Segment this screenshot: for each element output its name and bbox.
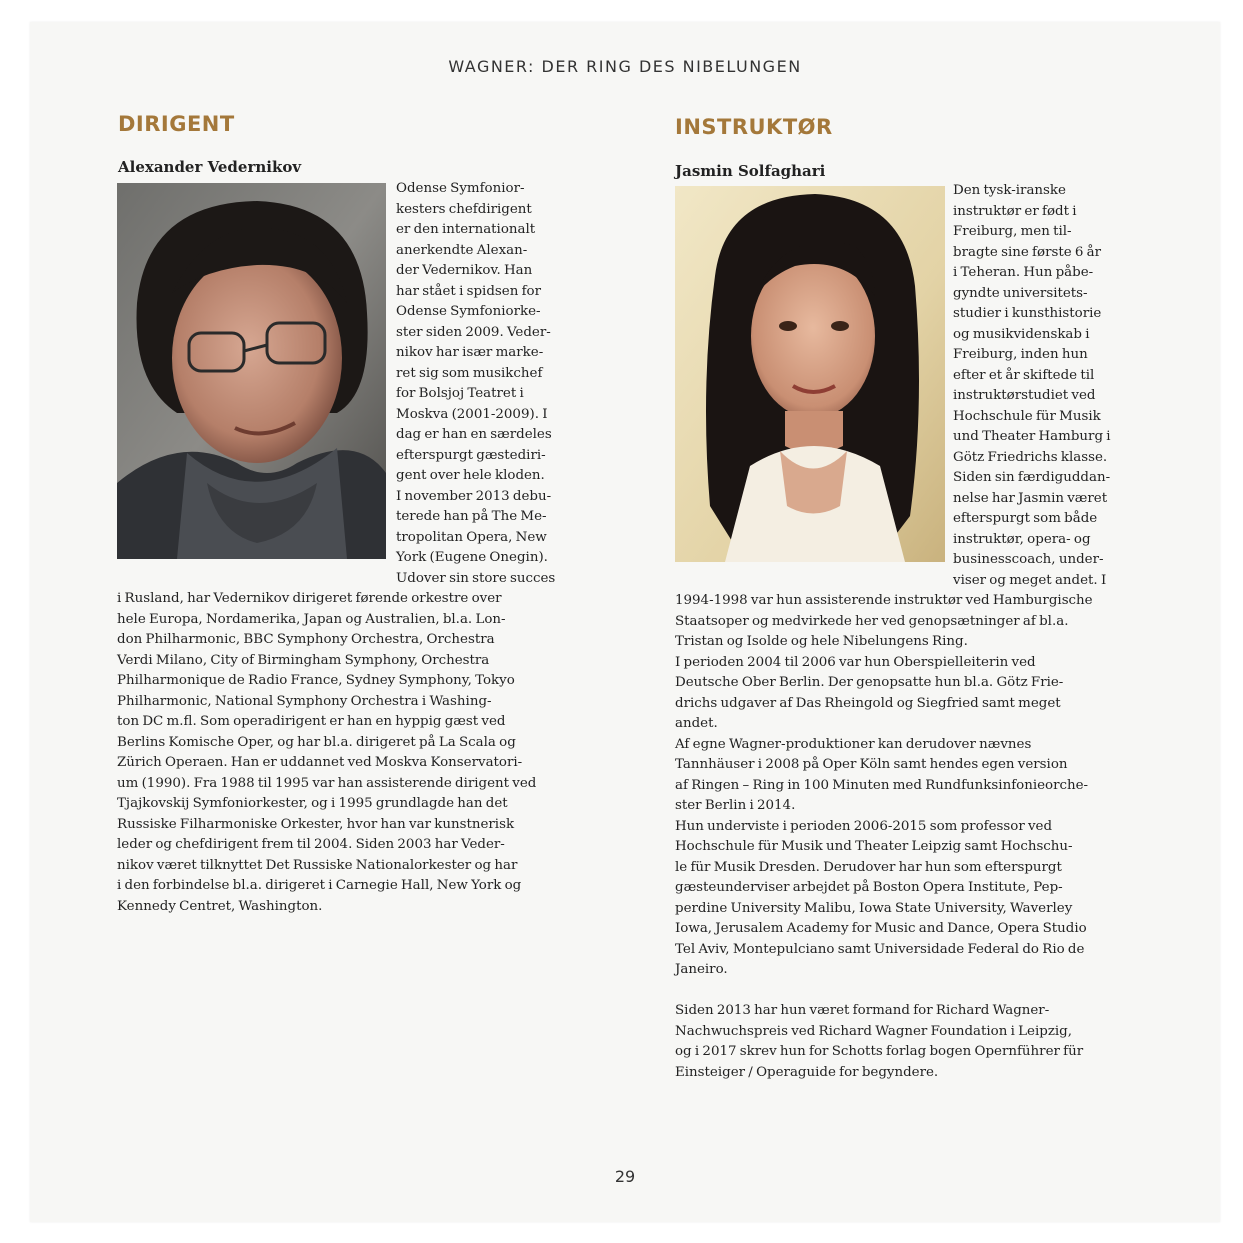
director-name: Jasmin Solfaghari (675, 162, 826, 180)
text-line: nikov har især marke- (396, 345, 544, 360)
text-line: drichs udgaver af Das Rheingold og Siegfried samt meget (675, 695, 1061, 711)
section-heading-dirigent: DIRIGENT (118, 112, 235, 136)
text-line: Berlins Komische Oper, og har bl.a. dirigeret på La Scala og (117, 734, 516, 750)
text-line: um (1990). Fra 1988 til 1995 var han assisterende dirigent ved (117, 775, 537, 791)
text-line: Odense Symfoniorke- (396, 304, 541, 319)
text-line: Kennedy Centret, Washington. (117, 898, 323, 914)
text-line: gent over hele kloden. (396, 468, 545, 483)
text-line: Hochschule für Musik und Theater Leipzig samt Hochschu- (675, 839, 1073, 854)
text-line: York (Eugene Onegin). (396, 550, 548, 565)
text-line: efterspurgt som både (953, 511, 1098, 526)
text-line: Nachwuchspreis ved Richard Wagner Foundation i Leipzig, (675, 1023, 1072, 1039)
text-line: efter et år skiftede til (953, 367, 1095, 383)
running-head: WAGNER: DER RING DES NIBELUNGEN (448, 57, 802, 76)
text-line: 1994-1998 var hun assisterende instruktør ved Hamburgische (675, 593, 1093, 608)
conductor-bio-body (117, 589, 536, 917)
director-bio-body (675, 591, 1093, 1083)
text-line: ster siden 2009. Veder- (396, 324, 551, 340)
text-line: Siden 2013 har hun været formand for Richard Wagner- (675, 1003, 1050, 1018)
text-line: ret sig som musikchef (396, 365, 543, 381)
text-line: Den tysk-iranske (953, 183, 1066, 198)
text-line: anerkendte Alexan- (396, 242, 528, 258)
text-line: Tjajkovskij Symfoniorkester, og i 1995 grundlagde han det (117, 796, 508, 811)
page-number: 29 (614, 1167, 636, 1186)
text-line: Moskva (2001-2009). I (396, 406, 548, 422)
text-line: og musikvidenskab i (953, 326, 1090, 342)
text-line: kesters chefdirigent (396, 201, 532, 217)
text-line: instruktør er født i (953, 203, 1077, 219)
text-line: er den internationalt (396, 222, 536, 237)
director-portrait (675, 186, 945, 562)
director-bio-intro (953, 181, 1111, 591)
text-line: Siden sin færdiguddan- (953, 470, 1111, 485)
text-line: der Vedernikov. Han (396, 263, 533, 278)
conductor-portrait (117, 183, 386, 559)
text-line: hele Europa, Nordamerika, Japan og Australien, bl.a. Lon- (117, 611, 506, 627)
text-line: Staatsoper og medvirkede her ved genopsætninger af bl.a. (675, 613, 1069, 629)
text-line: Tannhäuser i 2008 på Oper Köln samt hendes egen version (675, 757, 1068, 772)
text-line: Götz Friedrichs klasse. (953, 449, 1108, 465)
text-line: Tel Aviv, Montepulciano samt Universidade Federal do Rio de (675, 941, 1085, 957)
booklet-page (30, 22, 1220, 1222)
text-line: don Philharmonic, BBC Symphony Orchestra, Orchestra (117, 632, 495, 647)
text-line: af Ringen – Ring in 100 Minuten med Rundfunksinfonieorche- (675, 777, 1089, 793)
text-line: Af egne Wagner-produktioner kan derudover nævnes (675, 736, 1032, 752)
text-line: dag er han en særdeles (396, 427, 552, 442)
conductor-portrait-icon (117, 183, 386, 559)
text-line: nikov været tilknyttet Det Russiske Nationalorkester og har (117, 857, 518, 873)
text-line: Freiburg, inden hun (953, 347, 1088, 362)
text-line: Tristan og Isolde og hele Nibelungens Ring. (675, 634, 968, 649)
text-line: Hun underviste i perioden 2006-2015 som professor ved (675, 818, 1053, 834)
text-line: le für Musik Dresden. Derudover har hun som efterspurgt (675, 859, 1062, 875)
text-line: for Bolsjoj Teatret i (396, 386, 524, 401)
text-line: studier i kunsthistorie (953, 306, 1102, 321)
director-portrait-icon (675, 186, 945, 562)
text-line: andet. (675, 716, 718, 731)
text-line: instruktørstudiet ved (953, 388, 1096, 403)
text-line: tropolitan Opera, New (396, 529, 547, 545)
text-line: i Teheran. Hun påbe- (953, 265, 1094, 280)
text-line: Deutsche Ober Berlin. Der genopsatte hun bl.a. Götz Frie- (675, 675, 1064, 690)
section-heading-instruktor: INSTRUKTØR (675, 115, 833, 139)
text-line: Philharmonique de Radio France, Sydney Symphony, Tokyo (117, 673, 515, 688)
text-line: Udover sin store succes (396, 570, 556, 586)
text-line: I perioden 2004 til 2006 var hun Oberspielleiterin ved (675, 654, 1036, 670)
text-line: instruktør, opera- og (953, 531, 1091, 547)
text-line: Einsteiger / Operaguide for begyndere. (675, 1064, 939, 1080)
text-line: i den forbindelse bl.a. dirigeret i Carnegie Hall, New York og (117, 878, 522, 893)
text-line: perdine University Malibu, Iowa State University, Waverley (675, 900, 1073, 916)
conductor-name: Alexander Vedernikov (118, 158, 302, 176)
text-line: Janeiro. (675, 962, 728, 977)
text-line: Verdi Milano, City of Birmingham Symphony, Orchestra (117, 652, 490, 668)
text-line: har stået i spidsen for (396, 283, 541, 299)
text-line: Zürich Operaen. Han er uddannet ved Moskva Konservatori- (117, 755, 523, 770)
text-line: Freiburg, men til- (953, 224, 1072, 239)
text-line: Iowa, Jerusalem Academy for Music and Dance, Opera Studio (675, 921, 1087, 936)
text-line: Philharmonic, National Symphony Orchestra i Washing- (117, 693, 492, 709)
text-line: leder og chefdirigent frem til 2004. Siden 2003 har Veder- (117, 837, 505, 852)
text-line: efterspurgt gæstediri- (396, 447, 546, 463)
text-line: Odense Symfonior- (396, 181, 525, 196)
paragraph-gap (675, 981, 1093, 1002)
text-line: og i 2017 skrev hun for Schotts forlag bogen Opernführer für (675, 1044, 1084, 1059)
text-line: businesscoach, under- (953, 552, 1104, 567)
text-line: und Theater Hamburg i (953, 429, 1111, 444)
text-line: viser og meget andet. I (953, 572, 1107, 588)
text-line: gyndte universitets- (953, 285, 1088, 301)
text-line: ster Berlin i 2014. (675, 798, 796, 813)
conductor-bio-intro (396, 179, 555, 589)
text-line: gæsteunderviser arbejdet på Boston Opera Institute, Pep- (675, 880, 1063, 895)
text-line: Hochschule für Musik (953, 408, 1101, 424)
text-line: terede han på The Me- (396, 509, 547, 524)
text-line: Russiske Filharmoniske Orkester, hvor han var kunstnerisk (117, 816, 515, 832)
text-line: bragte sine første 6 år (953, 244, 1102, 260)
text-line: i Rusland, har Vedernikov dirigeret førende orkestre over (117, 591, 502, 606)
text-line: ton DC m.fl. Som operadirigent er han en hyppig gæst ved (117, 714, 506, 729)
text-line: nelse har Jasmin været (953, 490, 1108, 506)
text-line: I november 2013 debu- (396, 488, 552, 504)
